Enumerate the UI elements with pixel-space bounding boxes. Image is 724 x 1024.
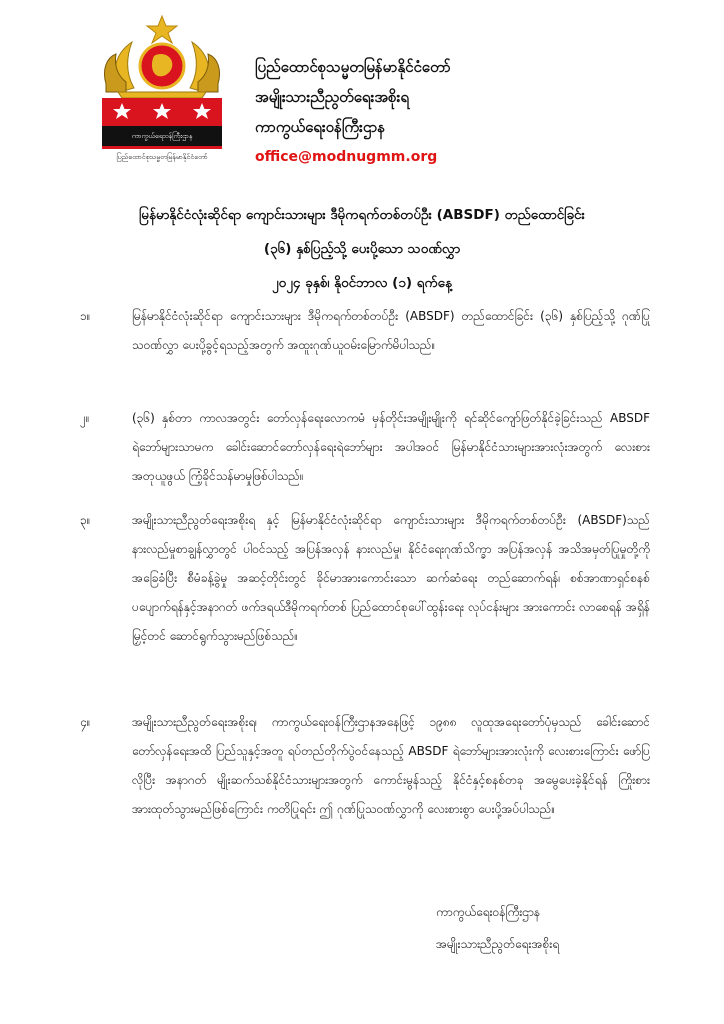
paragraph-4 <box>80 708 650 824</box>
paragraph-number: ၄။ <box>80 715 91 729</box>
paragraph-number: ၁။ <box>80 309 91 323</box>
org-name-ministry: ကာကွယ်ရေးဝန်ကြီးဌာန <box>255 118 386 136</box>
signature-block <box>436 896 636 960</box>
paragraph-number: ၂။ <box>80 411 90 425</box>
paragraph-text: မြန်မာနိုင်ငံလုံးဆိုင်ရာ ကျောင်းသားများ ဒီမိုကရက်တစ်တပ်ဦး (ABSDF) တည်ထောင်ခြင်း (၃၆) နှစ်ပြည့်သို့ ဂုဏ်ပြုသဝဏ်လွှာ ပေးပို့ခွင့်ရသည့်အတွက် အထူးဂုဏ်ယူဝမ်းမြောက်မိပါသည်။ <box>132 309 650 352</box>
paragraph-1 <box>80 302 650 360</box>
seal-caption-bottom: ပြည်ထောင်စုသမ္မတမြန်မာနိုင်ငံတော် <box>116 153 208 161</box>
paragraph-2 <box>80 404 650 491</box>
title-date: ၂၀၂၄ ခုနှစ်၊ နိုဝင်ဘာလ (၁) ရက်နေ့ <box>271 275 452 291</box>
signature-government: အမျိုးသားညီညွတ်ရေးအစိုးရ <box>436 937 560 951</box>
paragraph-text: အမျိုးသားညီညွတ်ရေးအစိုးရ၊ ကာကွယ်ရေးဝန်ကြီးဌာနအနေဖြင့် ၁၉၈၈ လူထုအရေးတော်ပုံမှသည် ခေါင်းဆောင်တော်လှန်ရေးအထိ ပြည်သူနှင့်အတူ ရပ်တည်တိုက်ပွဲဝင်နေသည့် ABSDF ရဲဘော်များအားလုံးကို လေးစားကြောင်း ဖော်ပြလိုပြီး အနာဂတ် မျိုးဆက်သစ်နိုင်ငံသားများအတွက် ကောင်းမွန်သည့် နိုင်ငံနှင့်စနစ်တခု အမွေပေးခဲ့နိုင်ရန် ကြိုးစားအားထုတ်သွားမည်ဖြစ်ကြောင်း ကတိပြုရင်း ဤ ဂုဏ်ပြုသဝဏ်လွှာကို လေးစားစွာ ပေးပို့အပ်ပါသည်။ <box>132 715 650 816</box>
paragraph-3 <box>80 506 650 651</box>
ministry-seal <box>92 14 232 164</box>
title-line-2: (၃၆) နှစ်ပြည့်သို့ ပေးပို့သော သဝဏ်လွှာ <box>263 241 461 257</box>
paragraph-text: အမျိုးသားညီညွတ်ရေးအစိုးရ နှင့် မြန်မာနိုင်ငံလုံးဆိုင်ရာ ကျောင်းသားများ ဒီမိုကရက်တစ်တပ်ဦး (ABSDF)သည် နားလည်မှုစာချွန်လွှာတွင် ပါဝင်သည့် အပြန်အလှန် နားလည်မှု၊ နိုင်ငံရေးဂုဏ်သိက္ခာ အပြန်အလှန် အသိအမှတ်ပြုမှုတို့ကို အခြေခံပြီး စီမံခန့်ခွဲမှု အဆင့်တိုင်းတွင် ခိုင်မာအားကောင်းသော ဆက်ဆံရေး တည်ဆောက်ရန်၊ စစ်အာဏာရှင်စနစ် ပပျောက်ရန်နှင့်အနာဂတ် ဖက်ဒရယ်ဒီမိုကရက်တစ် ပြည်ထောင်စုပေါ်ထွန်းရေး လုပ်ငန်းများ အားကောင်း လာစေရန် အရှိန်မြှင့်တင် ဆောင်ရွက်သွားမည်ဖြစ်သည်။ <box>132 513 650 643</box>
title-line-1: မြန်မာနိုင်ငံလုံးဆိုင်ရာ ကျောင်းသားများ ဒီမိုကရက်တစ်တပ်ဦး (ABSDF) တည်ထောင်ခြင်း <box>139 207 585 223</box>
organization-header <box>255 52 555 172</box>
paragraph-text: (၃၆) နှစ်တာ ကာလအတွင်း တော်လှန်ရေးလောကမံ မှန်တိုင်းအမျိုးမျိုးကို ရင်ဆိုင်ကျော်ဖြတ်နိုင်ခဲ့ခြင်းသည် ABSDF ရဲဘော်များသာမက ခေါင်းဆောင်တော်လှန်ရေးရဲဘော်များ အပါအဝင် မြန်မာနိုင်ငံသားများအားလုံးအတွက် လေးစားအတုယူဖွယ် ကြံ့ခိုင်သန်မာမှုဖြစ်ပါသည်။ <box>132 411 650 483</box>
org-name-government: အမျိုးသားညီညွတ်ရေးအစိုးရ <box>255 88 409 106</box>
paragraph-number: ၃။ <box>80 513 91 527</box>
org-name-union: ပြည်ထောင်စုသမ္မတမြန်မာနိုင်ငံတော် <box>255 58 451 76</box>
org-email-link[interactable]: office@modnugmm.org <box>255 149 438 165</box>
seal-caption-band: ကာကွယ်ရေးဝန်ကြီးဌာန <box>131 132 193 140</box>
signature-ministry: ကာကွယ်ရေးဝန်ကြီးဌာန <box>436 905 541 919</box>
letter-title <box>60 198 664 300</box>
